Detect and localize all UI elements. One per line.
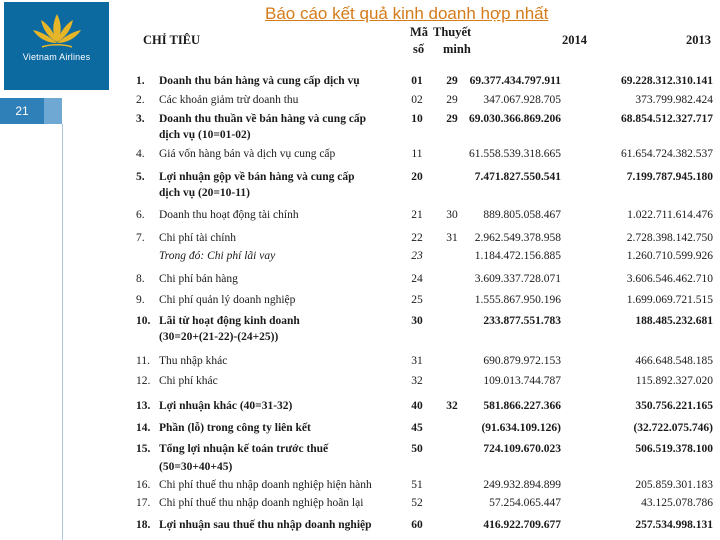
row-number: 5. — [136, 171, 145, 183]
row-number: 13. — [136, 400, 151, 412]
row-value-2014: 581.866.227.366 — [483, 400, 561, 412]
header-indicator: CHỈ TIÊU — [143, 33, 201, 47]
row-label: Doanh thu thuần về bán hàng và cung cấp — [159, 113, 367, 125]
row-number: 16. — [136, 479, 151, 491]
row-value-2013: 506.519.378.100 — [635, 443, 713, 455]
row-code: 51 — [411, 479, 423, 491]
row-label: Lợi nhuận sau thuế thu nhập doanh nghiệp — [159, 519, 372, 531]
row-label: Lợi nhuận gộp về bán hàng và cung cấp — [159, 171, 355, 183]
row-label: Chi phí tài chính — [159, 232, 236, 244]
slide-title: Báo cáo kết quả kinh doanh hợp nhất — [265, 4, 549, 23]
vietnam-airlines-logo — [4, 2, 109, 90]
row-label: Phần (lỗ) trong công ty liên kết — [159, 422, 311, 434]
row-label: Thu nhập khác — [159, 355, 228, 367]
row-label: Chi phí quản lý doanh nghiệp — [159, 294, 296, 306]
row-code: 31 — [411, 355, 423, 367]
row-label: Chi phí thuế thu nhập doanh nghiệp hiện hành — [159, 479, 372, 491]
row-value-2014: 7.471.827.550.541 — [474, 171, 561, 183]
row-value-2013: 68.854.512.327.717 — [621, 113, 713, 125]
row-label: Chi phí thuế thu nhập doanh nghiệp hoãn lại — [159, 497, 364, 509]
row-label-continued: (50=30+40+45) — [159, 461, 233, 473]
row-value-2013: 115.892.327.020 — [635, 375, 713, 387]
row-number: 7. — [136, 232, 145, 244]
row-value-2013: 43.125.078.786 — [641, 497, 713, 509]
lotus-icon — [32, 12, 82, 50]
row-label: Tổng lợi nhuận kế toán trước thuế — [159, 443, 329, 455]
row-value-2014: 416.922.709.677 — [483, 519, 561, 531]
row-number: 14. — [136, 422, 151, 434]
row-label: Giá vốn hàng bán và dịch vụ cung cấp — [159, 148, 336, 160]
row-value-2013: (32.722.075.746) — [633, 422, 713, 434]
row-value-2013: 69.228.312.310.141 — [621, 75, 713, 87]
row-note: 29 — [446, 75, 458, 87]
row-label: Các khoản giảm trừ doanh thu — [159, 94, 299, 106]
row-value-2014: 57.254.065.447 — [489, 497, 561, 509]
row-number: 6. — [136, 209, 145, 221]
row-number: 3. — [136, 113, 145, 125]
row-number: 9. — [136, 294, 145, 306]
row-value-2013: 350.756.221.165 — [635, 400, 713, 412]
row-value-2014: 347.067.928.705 — [483, 94, 561, 106]
row-note: 30 — [446, 209, 458, 221]
row-number: 11. — [136, 355, 150, 367]
row-value-2014: 889.805.058.467 — [483, 209, 561, 221]
row-code: 20 — [411, 171, 423, 183]
row-code: 23 — [411, 250, 423, 262]
row-value-2013: 61.654.724.382.537 — [621, 148, 713, 160]
row-value-2014: (91.634.109.126) — [481, 422, 561, 434]
row-code: 25 — [411, 294, 423, 306]
row-label: Lãi từ hoạt động kinh doanh — [159, 315, 300, 327]
header-note-line2: minh — [443, 42, 471, 56]
row-code: 60 — [411, 519, 423, 531]
sidebar-divider — [62, 124, 63, 540]
row-value-2014: 690.879.972.153 — [483, 355, 561, 367]
row-label-continued: dịch vụ (20=10-11) — [159, 187, 250, 199]
header-code-line1: Mã — [410, 25, 429, 39]
row-note: 29 — [446, 94, 458, 106]
row-value-2014: 69.377.434.797.911 — [469, 75, 561, 87]
row-number: 17. — [136, 497, 151, 509]
row-label: Chi phí bán hàng — [159, 273, 238, 285]
row-value-2014: 249.932.894.899 — [483, 479, 561, 491]
brand-name: Vietnam Airlines — [22, 52, 91, 62]
row-number: 1. — [136, 75, 145, 87]
row-code: 21 — [411, 209, 423, 221]
row-value-2014: 2.962.549.378.958 — [474, 232, 561, 244]
row-code: 02 — [411, 94, 423, 106]
row-code: 50 — [411, 443, 423, 455]
row-code: 22 — [411, 232, 423, 244]
row-label: Trong đó: Chi phí lãi vay — [159, 250, 276, 262]
row-code: 32 — [411, 375, 423, 387]
slide-number: 21 — [15, 104, 29, 118]
row-value-2013: 466.648.548.185 — [635, 355, 713, 367]
row-number: 10. — [136, 315, 151, 327]
row-value-2013: 1.022.711.614.476 — [627, 209, 713, 221]
row-number: 18. — [136, 519, 151, 531]
row-label: Lợi nhuận khác (40=31-32) — [159, 400, 293, 412]
row-value-2014: 1.555.867.950.196 — [474, 294, 561, 306]
row-code: 52 — [411, 497, 423, 509]
row-number: 15. — [136, 443, 151, 455]
row-code: 11 — [411, 148, 423, 160]
row-number: 12. — [136, 375, 151, 387]
row-value-2014: 3.609.337.728.071 — [474, 273, 561, 285]
row-value-2013: 3.606.546.462.710 — [626, 273, 713, 285]
row-code: 24 — [411, 273, 423, 285]
row-value-2014: 109.013.744.787 — [483, 375, 561, 387]
row-note: 32 — [446, 400, 458, 412]
row-number: 8. — [136, 273, 145, 285]
row-value-2013: 373.799.982.424 — [635, 94, 713, 106]
row-code: 45 — [411, 422, 423, 434]
row-value-2013: 257.534.998.131 — [635, 519, 713, 531]
header-year-2013: 2013 — [686, 33, 711, 47]
header-year-2014: 2014 — [562, 33, 587, 47]
row-value-2014: 69.030.366.869.206 — [469, 113, 561, 125]
row-number: 2. — [136, 94, 145, 106]
slide-sidebar — [0, 0, 112, 540]
header-code-line2: số — [413, 42, 425, 56]
row-value-2013: 1.260.710.599.926 — [626, 250, 713, 262]
row-label: Doanh thu hoạt động tài chính — [159, 209, 299, 221]
row-value-2013: 188.485.232.681 — [635, 315, 713, 327]
row-label-continued: dịch vụ (10=01-02) — [159, 129, 251, 141]
row-value-2014: 1.184.472.156.885 — [474, 250, 561, 262]
row-value-2013: 7.199.787.945.180 — [626, 171, 713, 183]
row-code: 10 — [411, 113, 423, 125]
row-value-2014: 61.558.539.318.665 — [469, 148, 561, 160]
row-value-2014: 233.877.551.783 — [483, 315, 561, 327]
page-number-tab — [44, 98, 62, 124]
row-label: Doanh thu bán hàng và cung cấp dịch vụ — [159, 75, 360, 87]
row-code: 40 — [411, 400, 423, 412]
row-code: 30 — [411, 315, 423, 327]
row-value-2014: 724.109.670.023 — [483, 443, 561, 455]
row-label-continued: (30=20+(21-22)-(24+25)) — [159, 331, 279, 343]
row-value-2013: 1.699.069.721.515 — [626, 294, 713, 306]
row-value-2013: 2.728.398.142.750 — [626, 232, 713, 244]
row-value-2013: 205.859.301.183 — [635, 479, 713, 491]
row-code: 01 — [411, 75, 423, 87]
row-note: 31 — [446, 232, 458, 244]
row-note: 29 — [446, 113, 458, 125]
row-label: Chi phí khác — [159, 375, 218, 387]
header-note-line1: Thuyết — [433, 25, 472, 39]
row-number: 4. — [136, 148, 145, 160]
